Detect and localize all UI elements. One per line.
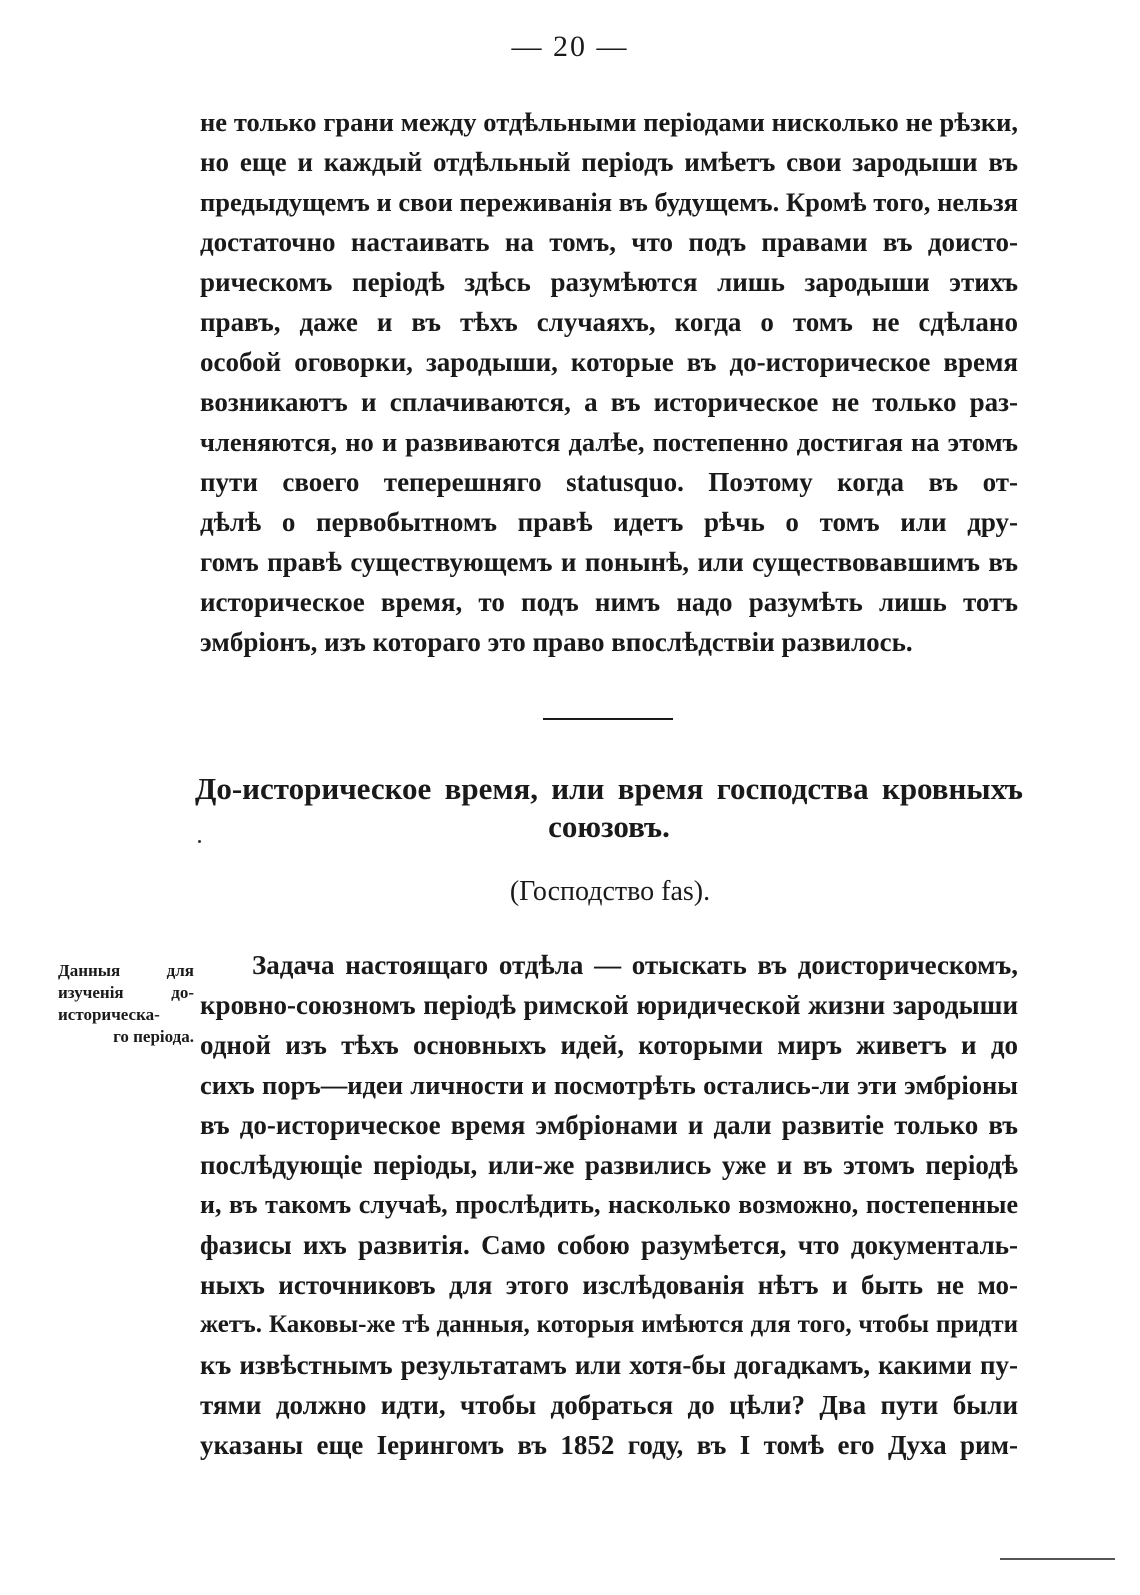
text-line: возникаютъ и сплачиваются, а въ историческое не только раз-: [200, 387, 1018, 417]
text-line: пути своего теперешняго statusquo. Поэтому когда въ от-: [200, 467, 1018, 497]
section-divider: [543, 718, 673, 720]
text-line: Задача настоящаго отдѣла — отыскать въ доисторическомъ,: [252, 950, 1018, 980]
section-subheading: (Господство fas).: [509, 876, 711, 907]
text-line: кровно-союзномъ періодѣ римской юридической жизни зародыши: [200, 990, 1018, 1020]
text-line: историческое время, то подъ нимъ надо разумѣть лишь тотъ: [200, 587, 1018, 617]
margin-note-line: изученія до-: [58, 983, 194, 1002]
text-line: послѣдующіе періоды, или-же развились уже и въ этомъ періодѣ: [200, 1150, 1018, 1180]
text-line: ныхъ источниковъ для этого изслѣдованія нѣтъ и быть не мо-: [200, 1270, 1018, 1300]
margin-note-line: Данныя для: [58, 961, 194, 980]
text-line: къ извѣстнымъ результатамъ или хотя-бы догадкамъ, какими пу-: [200, 1350, 1018, 1380]
text-line: дѣлѣ о первобытномъ правѣ идетъ рѣчь о томъ или дру-: [200, 507, 1018, 537]
section-heading: [195, 770, 1023, 846]
text-line: особой оговорки, зародыши, которые въ до-историческое время: [200, 347, 1018, 377]
text-line: достаточно настаивать на томъ, что подъ правами въ доисто-: [200, 227, 1018, 257]
text-line: фазисы ихъ развитія. Само собою разумѣется, что документаль-: [200, 1230, 1018, 1260]
text-line: жетъ. Каковы-же тѣ данныя, которыя имѣются для того, чтобы придти: [200, 1311, 1018, 1338]
page-number: — 20 —: [511, 30, 629, 63]
paragraph-1: [200, 102, 1018, 662]
margin-note-line: го періода.: [113, 1027, 194, 1046]
text-line: эмбріонъ, изъ котораго это право впослѣдствіи развилось.: [200, 627, 913, 657]
text-line: не только грани между отдѣльными періодами нисколько не рѣзки,: [200, 107, 1018, 137]
margin-note-line: историческа-: [58, 1005, 160, 1024]
print-speck: [198, 840, 201, 843]
paragraph-2: [200, 945, 1018, 1465]
text-line: сихъ поръ—идеи личности и посмотрѣть остались-ли эти эмбріоны: [200, 1070, 1018, 1100]
text-line: одной изъ тѣхъ основныхъ идей, которыми миръ живетъ и до: [200, 1030, 1018, 1060]
margin-note: [58, 960, 194, 1048]
text-line: но еще и каждый отдѣльный періодъ имѣетъ свои зародыши въ: [200, 147, 1018, 177]
text-line: правъ, даже и въ тѣхъ случаяхъ, когда о томъ не сдѣлано: [200, 307, 1018, 337]
text-line: указаны еще Іерингомъ въ 1852 году, въ I томѣ его Духа рим-: [200, 1430, 1018, 1460]
text-line: членяются, но и развиваются далѣе, постепенно достигая на этомъ: [200, 427, 1018, 457]
text-line: предыдущемъ и свои переживанія въ будущемъ. Кромѣ того, нельзя: [200, 187, 1018, 217]
heading-line: союзовъ.: [548, 809, 670, 844]
heading-line: До-историческое время, или время господства кровныхъ: [195, 771, 1023, 806]
text-line: гомъ правѣ существующемъ и понынѣ, или существовавшимъ въ: [200, 547, 1018, 577]
text-line: тями должно идти, чтобы добраться до цѣли? Два пути были: [200, 1390, 1018, 1420]
text-line: рическомъ періодѣ здѣсь разумѣются лишь зародыши этихъ: [200, 267, 1018, 297]
text-line: и, въ такомъ случаѣ, прослѣдить, насколько возможно, постепенные: [200, 1190, 1018, 1219]
page-edge-mark: [1000, 1558, 1115, 1560]
text-line: въ до-историческое время эмбріонами и дали развитіе только въ: [200, 1110, 1018, 1140]
